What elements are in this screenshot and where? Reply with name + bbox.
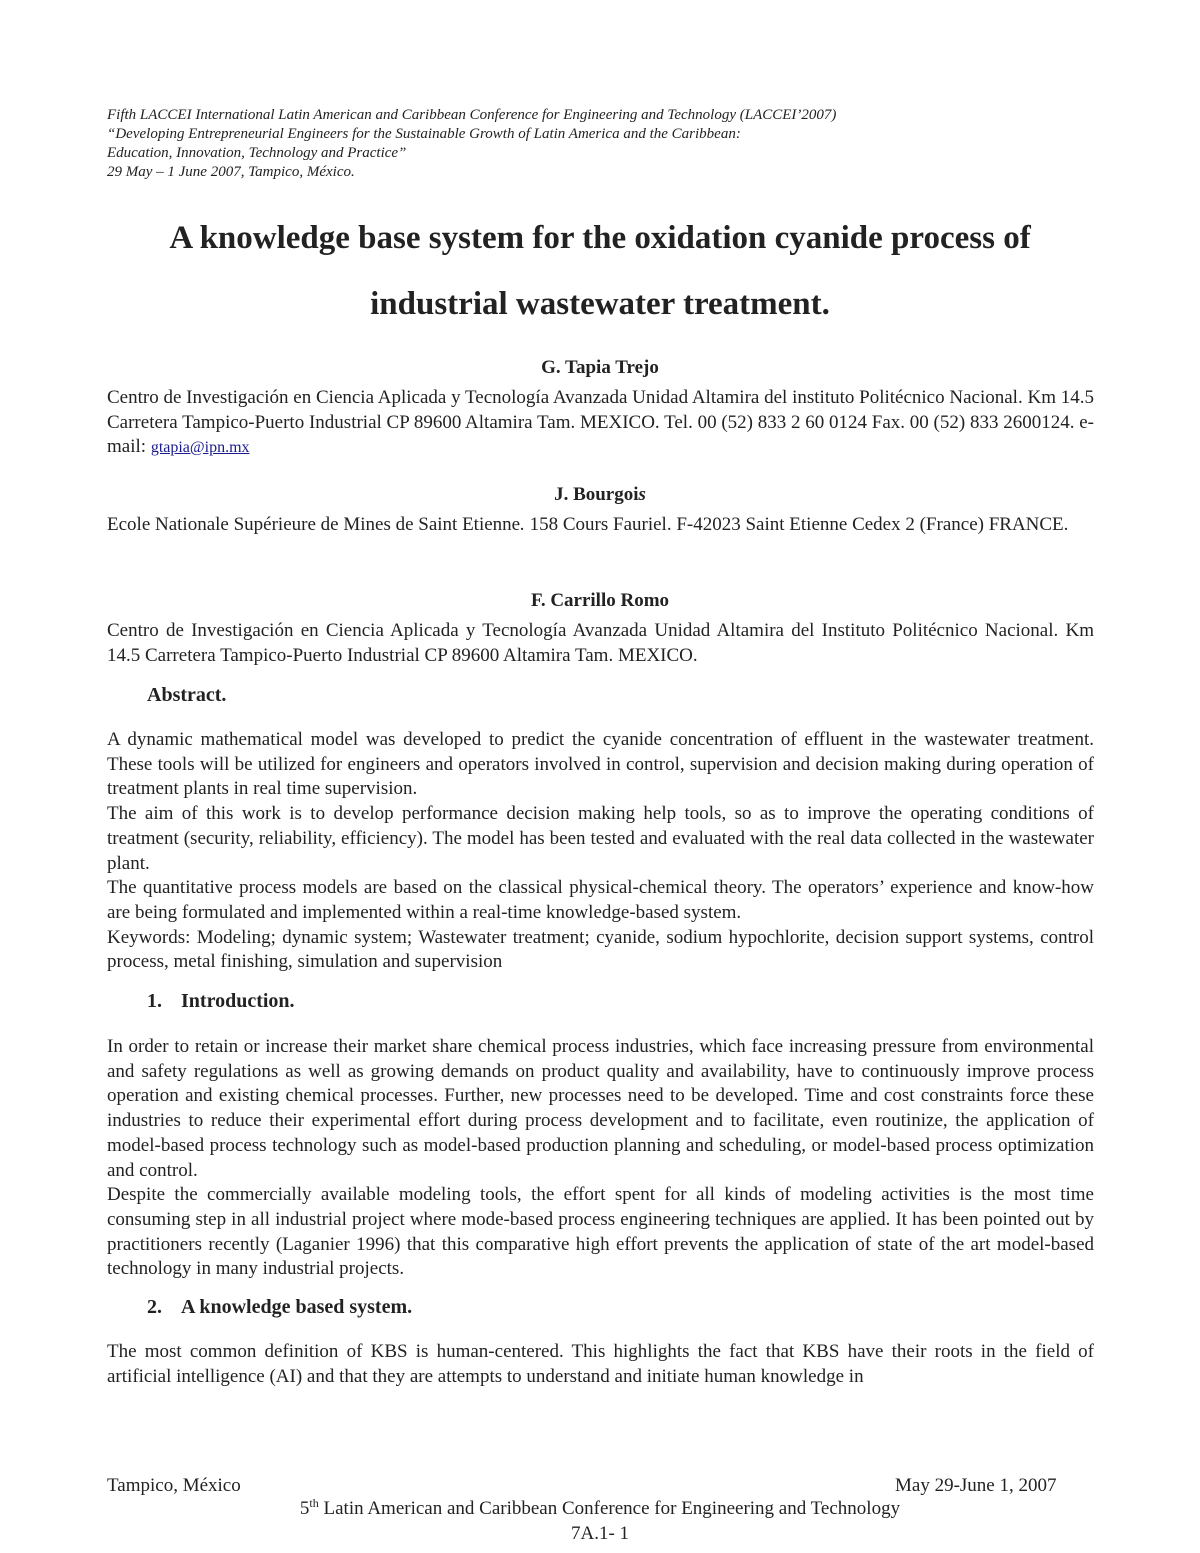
affiliation-text: 158 Cours Fauriel. F-42023 Saint Etienne Cedex 2 (France) FRANCE.: [524, 514, 1069, 535]
author-affiliation: [107, 513, 1094, 538]
body-paragraph: The most common definition of KBS is human-centered. This highlights the fact that KBS have their roots in the field of artificial intelligence (AI) and that they are attempts to understand and initiate human knowledge in: [107, 1341, 1094, 1387]
abstract-paragraph: A dynamic mathematical model was developed to predict the cyanide concentration of effluent in the wastewater treatment. These tools will be utilized for engineers and operators involved in control, supervision and decision making during operation of treatment plants in real time supervision.: [107, 729, 1094, 800]
body-paragraph: Despite the commercially available modeling tools, the effort spent for all kinds of modeling activities is the most time consuming step in all industrial project where mode-based process engineering techniques are applied. It has been pointed out by practitioners recently (Laganier 1996) that this comparative high effort prevents the application of state of the art model-based technology in many industrial projects.: [107, 1184, 1094, 1280]
conference-header-line: 29 May – 1 June 2007, Tampico, México.: [107, 164, 355, 180]
abstract-paragraph: The quantitative process models are based on the classical physical-chemical theory. The operators’ experience and know-how are being formulated and implemented within a real-time knowledge-based system.: [107, 877, 1094, 923]
footer-conference: [100, 1496, 1100, 1522]
paper-title: [100, 205, 1100, 337]
conference-header-line: Fifth LACCEI International Latin American and Caribbean Conference for Engineering and Technology (LACCEI’2007): [107, 107, 837, 123]
affiliation-italic: .: [520, 514, 525, 535]
footer-dates: May 29-June 1, 2007: [895, 1475, 1057, 1496]
section-number: 2.: [147, 1296, 162, 1318]
paper-title-line: industrial wastewater treatment.: [370, 286, 830, 322]
footer-location: Tampico, México: [107, 1475, 241, 1496]
footer-conf-name: Latin American and Caribbean Conference for Engineering and Technology: [318, 1498, 901, 1519]
author-affiliation: [107, 386, 1094, 461]
section-body-knowledge-based-system: [107, 1340, 1094, 1389]
email-link[interactable]: gtapia@ipn.mx: [150, 439, 250, 456]
keywords-paragraph: Keywords: Modeling; dynamic system; Wastewater treatment; cyanide, sodium hypochlorite, decision support systems, control process, metal finishing, simulation and supervision: [107, 926, 1094, 973]
footer-conf-ordinal-suffix: th: [309, 1496, 319, 1510]
section-title: Introduction.: [181, 990, 295, 1012]
author-name-main: J. Bourgoi: [554, 484, 639, 505]
footer-conf-ordinal: 5: [299, 1498, 310, 1519]
paper-title-line: A knowledge base system for the oxidation cyanide process of: [169, 220, 1031, 256]
abstract-body: [107, 728, 1094, 975]
section-body-introduction: [107, 1035, 1094, 1282]
section-number: 1.: [147, 990, 162, 1012]
author-name: [100, 483, 1100, 507]
footer-page-number: 7A.1- 1: [570, 1523, 630, 1544]
author-affiliation: Centro de Investigación en Ciencia Aplicada y Tecnología Avanzada Unidad Altamira del Instituto Politécnico Nacional. Km 14.5 Carretera Tampico-Puerto Industrial CP 89600 Altamira Tam. MEXICO.: [107, 620, 1094, 666]
affiliation-text: Centro de Investigación en Ciencia Aplicada y Tecnología Avanzada Unidad Altamira del instituto Politécnico Nacional. Km 14.5 Carretera Tampico-Puerto Industrial CP 89600 Altamira Tam. MEXICO. Tel. 00 (52) 833 2 60 0124 Fax. 00 (52) 833 2600124. e-mail:: [107, 387, 1094, 457]
conference-header: [107, 106, 1107, 182]
author-name: F. Carrillo Romo: [530, 590, 670, 611]
section-heading-introduction: [147, 989, 295, 1013]
conference-header-line: “Developing Entrepreneurial Engineers for the Sustainable Growth of Latin America and the Caribbean:: [107, 126, 741, 142]
section-heading-knowledge-based-system: [147, 1295, 412, 1319]
section-title: A knowledge based system.: [181, 1296, 413, 1318]
affiliation-text: Ecole Nationale Supérieure de Mines de Saint Etienne: [107, 514, 521, 535]
abstract-heading: Abstract.: [147, 684, 227, 706]
author-name: G. Tapia Trejo: [541, 357, 659, 378]
conference-header-line: Education, Innovation, Technology and Practice”: [107, 145, 407, 161]
author-name-italic: s: [638, 484, 646, 505]
abstract-paragraph: The aim of this work is to develop performance decision making help tools, so as to improve the operating conditions of treatment (security, reliability, efficiency). The model has been tested and evaluated with the real data collected in the wastewater plant.: [107, 803, 1094, 874]
body-paragraph: In order to retain or increase their market share chemical process industries, which face increasing pressure from environmental and safety regulations as well as growing demands on product quality and availability, have to continuously improve process operation and existing chemical processes. Further, new processes need to be developed. Time and cost constraints force these industries to reduce their experimental effort during process development and to facilitate, even routinize, the application of model-based process technology such as model-based production planning and scheduling, or model-based process optimization and control.: [107, 1036, 1094, 1181]
